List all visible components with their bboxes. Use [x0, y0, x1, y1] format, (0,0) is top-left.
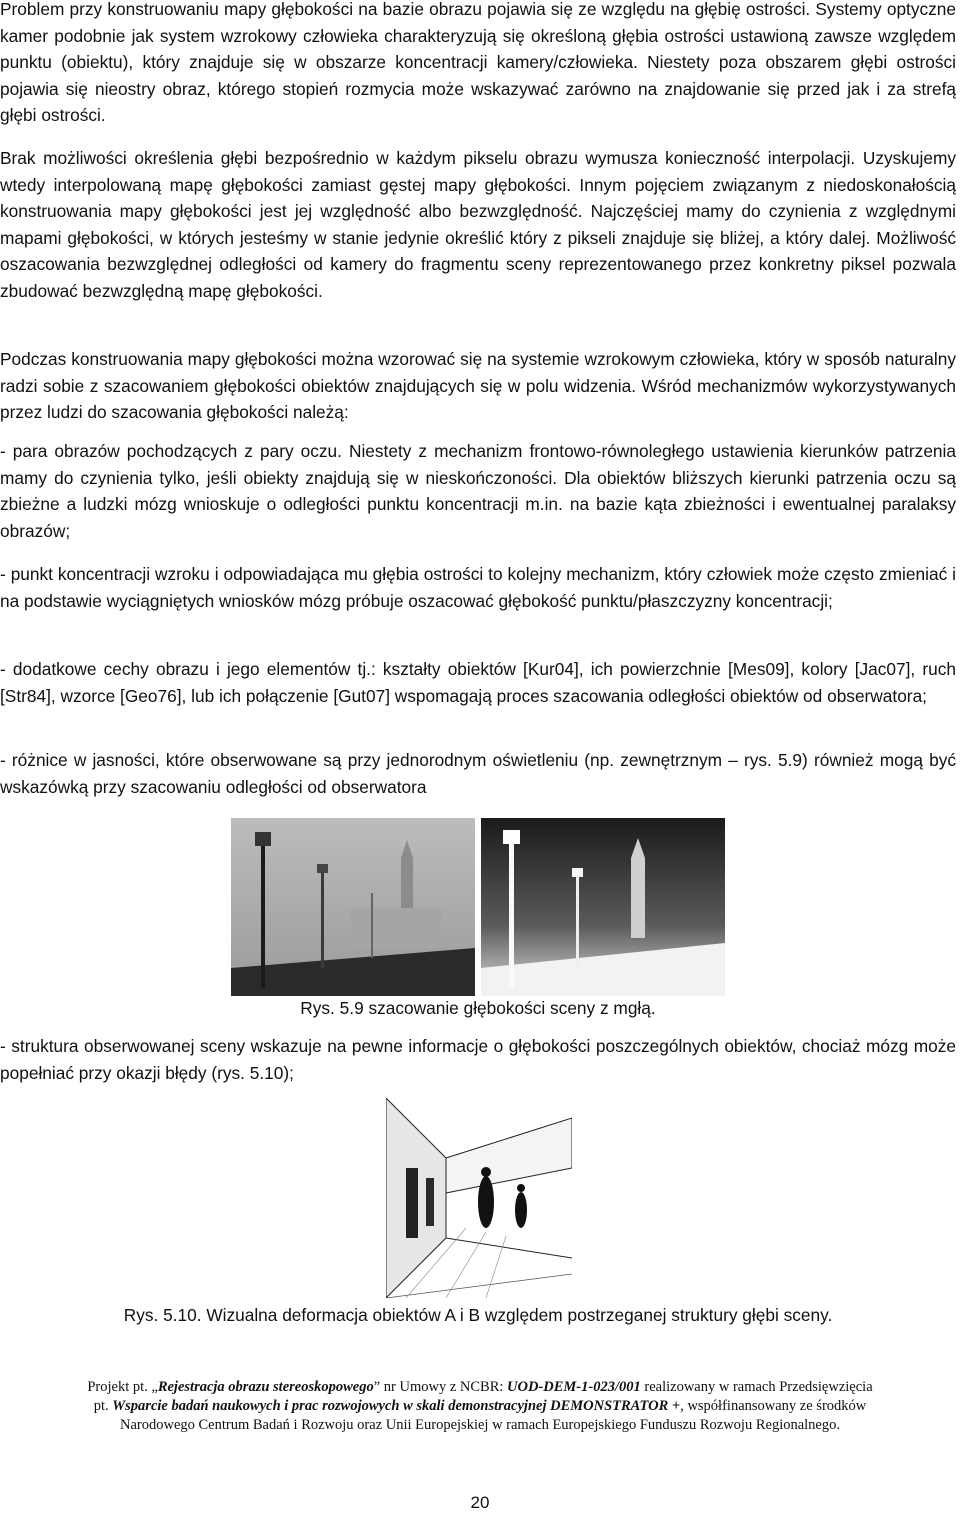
paragraph-human-vision: Podczas konstruowania mapy głębokości można wzorować się na systemie wzrokowym człowieka, który w sposób naturalny radzi sobie z szacowaniem głębokości obiektów znajdujących się w polu widzenia. Wśród mechanizmów wykorzystywanych przez ludzi do szacowania głębokości należą:: [0, 349, 956, 422]
footer-line-3: Narodowego Centrum Badań i Rozwoju oraz Unii Europejskiej w ramach Europejskiego Funduszu Rozwoju Regionalnego.: [119, 1417, 840, 1433]
list-item-image-features: - dodatkowe cechy obrazu i jego elementów tj.: kształty obiektów [Kur04], ich powierzchnie [Mes09], kolory [Jac07], ruch [Str84], wzorce [Geo76], lub ich połączenie [Gut07] wspomagają proces szacowania odległości obiektów od obserwatora;: [0, 659, 956, 706]
depth-map-right: [481, 818, 725, 996]
figure-corridor-illusion: [386, 1098, 572, 1298]
fog-photo-left: [231, 818, 475, 996]
figure-5-10-caption: Rys. 5.10. Wizualna deformacja obiektów A i B względem postrzeganej struktury głębi sceny.: [123, 1305, 833, 1325]
footer-l2-c: , współfinansowany ze środków: [680, 1398, 867, 1414]
footer-l1-b: Rejestracja obrazu stereoskopowego: [157, 1379, 374, 1395]
list-item-stereo-pair: - para obrazów pochodzących z pary oczu. Niestety z mechanizm frontowo-równoległego ustawienia kierunków patrzenia mamy do czynienia tylko, jeśli obiekty znajdują się w nieskończoności. Dla obiektów bliższych kierunki patrzenia oczu są zbieżne a ludzki mózg wnioskuje o odległości punktu koncentracji m.in. na bazie kąta zbieżności i ewentualnej paralaksy obrazów;: [0, 441, 956, 541]
footer-l1-d: UOD-DEM-1-023/001: [507, 1379, 641, 1395]
footer-line-1: [0, 1378, 960, 1397]
list-item-brightness: - różnice w jasności, które obserwowane są przy jednorodnym oświetleniu (np. zewnętrznym – rys. 5.9) również mogą być wskazówką przy szacowaniu odległości od obserwatora: [0, 750, 956, 797]
footer-l1-a: Projekt pt. „: [87, 1379, 158, 1395]
footer-line-2: [0, 1397, 960, 1416]
list-item-focus: - punkt koncentracji wzroku i odpowiadająca mu głębia ostrości to kolejny mechanizm, który człowiek może często zmieniać i na podstawie wyciągniętych wniosków mózg próbuje oszacować głębokość punktu/płaszczyzny koncentracji;: [0, 564, 956, 611]
figure-fog-scenes: [231, 818, 725, 996]
figure-5-9-caption: Rys. 5.9 szacowanie głębokości sceny z mgłą.: [300, 998, 656, 1018]
paragraph-depth-of-field: Problem przy konstruowaniu mapy głębokości na bazie obrazu pojawia się ze względu na głębię ostrości. Systemy optyczne kamer podobnie jak system wzrokowy człowieka charakteryzują się określoną głębia ostrości ustawioną zawsze względem punktu (obiektu), który znajduje się w obszarze koncentracji kamery/człowieka. Niestety poza obszarem głębi ostrości pojawia się nieostry obraz, którego stopień rozmycia może wskazywać zarówno na znajdowanie się przed jak i za strefą głębi ostrości.: [0, 0, 956, 125]
footer-l1-c: ” nr Umowy z NCBR:: [373, 1379, 508, 1395]
paragraph-interpolation: Brak możliwości określenia głębi bezpośrednio w każdym pikselu obrazu wymusza konieczność interpolacji. Uzyskujemy wtedy interpolowaną mapę głębokości zamiast gęstej mapy głębokości. Innym pojęciem związanym z niedoskonałością konstruowania mapy głębokości jest jej względność albo bezwzględność. Najczęściej mamy do czynienia z względnymi mapami głębokości, w których jesteśmy w stanie jedynie określić który z pikseli znajduje się bliżej, a który dalej. Możliwość oszacowania bezwzględnej odległości od kamery do fragmentu sceny reprezentowanego przez konkretny piksel pozwala zbudować bezwzględną mapę głębokości.: [0, 148, 956, 301]
list-item-scene-structure: - struktura obserwowanej sceny wskazuje na pewne informacje o głębokości poszczególnych obiektów, chociaż mózg może popełniać przy okazji błędy (rys. 5.10);: [0, 1036, 956, 1083]
page-number: 20: [470, 1493, 490, 1512]
footer-l2-b: Wsparcie badań naukowych i prac rozwojowych w skali demonstracyjnej DEMONSTRATOR +: [112, 1398, 681, 1414]
footer-l1-e: realizowany w ramach Przedsięwzięcia: [640, 1379, 873, 1395]
footer-l2-a: pt.: [93, 1398, 113, 1414]
